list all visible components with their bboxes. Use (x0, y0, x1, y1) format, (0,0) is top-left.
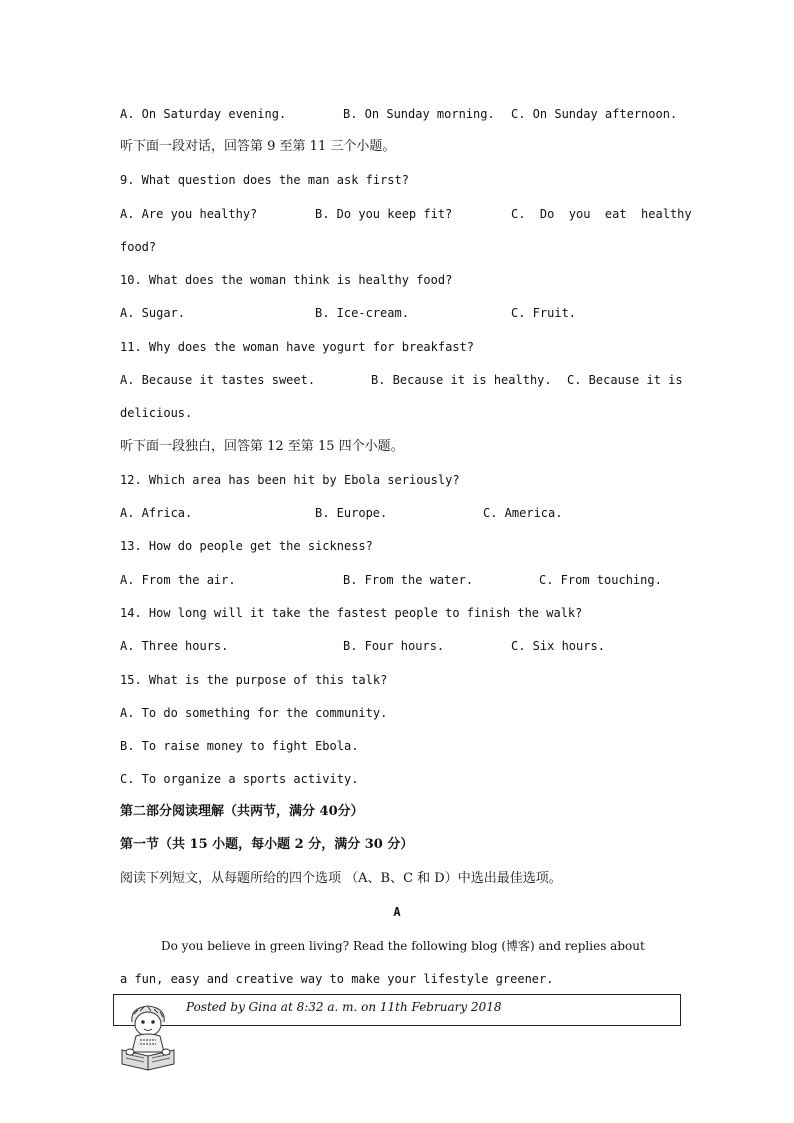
q15-option-c: C. To organize a sports activity. (120, 772, 359, 786)
reading-child-illustration (118, 1000, 178, 1075)
q9-question: 9. What question does the man ask first? (120, 173, 409, 187)
q9-option-c-continuation: food? (120, 240, 157, 254)
q11-option-c: C. Because it is (567, 373, 683, 387)
q13-option-b: B. From the water. (343, 573, 474, 587)
instruction-9-11: 听下面一段对话，回答第 9 至第 11 三个小题。 (120, 139, 396, 154)
section1-instruction: 阅读下列短文，从每题所给的四个选项 （A、B、C 和 D）中选出最佳选项。 (120, 871, 562, 886)
q14-question: 14. How long will it take the fastest people to finish the walk? (120, 606, 583, 620)
q11-question: 11. Why does the woman have yogurt for breakfast? (120, 340, 475, 354)
q12-option-b: B. Europe. (315, 506, 388, 520)
passage-intro-line-1: Do you believe in green living? Read the following blog (博客) and replies about (161, 939, 645, 953)
q11-option-c-continuation: delicious. (120, 406, 193, 420)
blog-post-meta: Posted by Gina at 8:32 a. m. on 11th February 2018 (186, 1000, 502, 1014)
q12-option-c: C. America. (483, 506, 563, 520)
q14-option-c: C. Six hours. (511, 639, 605, 653)
q14-option-b: B. Four hours. (343, 639, 445, 653)
q13-option-c: C. From touching. (539, 573, 662, 587)
q10-option-a: A. Sugar. (120, 306, 186, 320)
q15-option-b: B. To raise money to fight Ebola. (120, 739, 359, 753)
q10-question: 10. What does the woman think is healthy food? (120, 273, 453, 287)
part2-title: 第二部分阅读理解（共两节，满分 40分） (120, 804, 364, 819)
q11-option-a: A. Because it tastes sweet. (120, 373, 316, 387)
section1-title: 第一节（共 15 小题，每小题 2 分，满分 30 分） (120, 837, 414, 852)
q10-option-b: B. Ice-cream. (315, 306, 409, 320)
q14-option-a: A. Three hours. (120, 639, 229, 653)
q8-option-a: A. On Saturday evening. (120, 107, 287, 121)
q10-option-c: C. Fruit. (511, 306, 577, 320)
q9-option-c: C. Do you eat healthy (511, 207, 692, 221)
q11-option-b: B. Because it is healthy. (371, 373, 552, 387)
q12-option-a: A. Africa. (120, 506, 193, 520)
q9-option-a: A. Are you healthy? (120, 207, 258, 221)
instruction-12-15: 听下面一段独白，回答第 12 至第 15 四个小题。 (120, 439, 404, 454)
q15-question: 15. What is the purpose of this talk? (120, 673, 388, 687)
q9-option-b: B. Do you keep fit? (315, 207, 453, 221)
q13-option-a: A. From the air. (120, 573, 236, 587)
passage-intro-line-2: a fun, easy and creative way to make your lifestyle greener. (120, 972, 554, 986)
passage-label: A (393, 905, 401, 919)
q8-option-c: C. On Sunday afternoon. (511, 107, 678, 121)
q8-option-b: B. On Sunday morning. (343, 107, 495, 121)
q12-question: 12. Which area has been hit by Ebola seriously? (120, 473, 460, 487)
q13-question: 13. How do people get the sickness? (120, 539, 373, 553)
q15-option-a: A. To do something for the community. (120, 706, 388, 720)
